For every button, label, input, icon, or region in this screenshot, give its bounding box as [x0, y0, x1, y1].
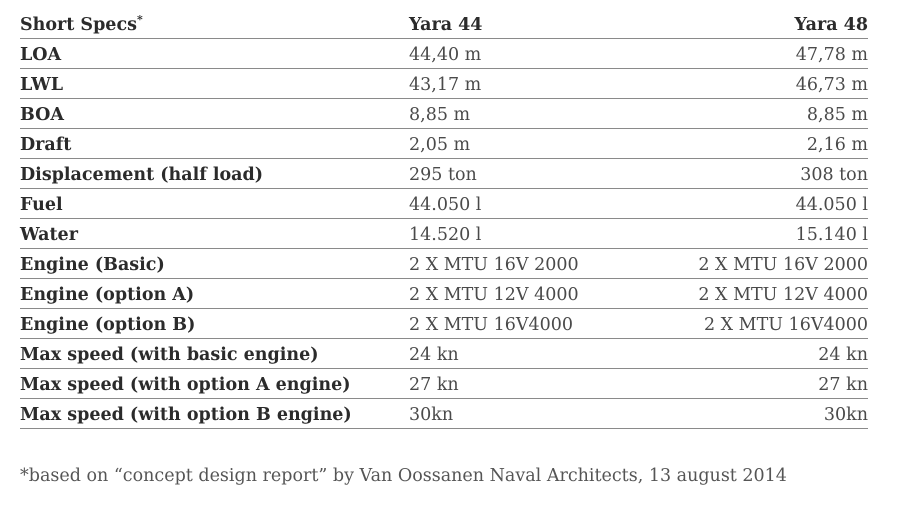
row-value-yara44: 24 kn	[409, 345, 459, 365]
row-label: Draft	[20, 135, 72, 155]
table-row	[20, 400, 868, 429]
row-label: Fuel	[20, 195, 63, 215]
row-value-yara48: 24 kn	[818, 345, 868, 365]
row-value-yara44: 8,85 m	[409, 105, 471, 125]
row-label: Displacement (half load)	[20, 165, 264, 185]
row-label: Water	[20, 225, 78, 245]
row-value-yara48: 8,85 m	[806, 105, 868, 125]
table-row	[20, 370, 868, 399]
table-row	[20, 190, 868, 219]
row-value-yara44: 27 kn	[409, 375, 459, 395]
table-row	[20, 280, 868, 309]
header-label-text: Short Specs	[20, 15, 137, 35]
row-value-yara44: 2,05 m	[409, 135, 471, 155]
row-label: Max speed (with basic engine)	[20, 345, 319, 365]
row-value-yara44: 43,17 m	[409, 75, 482, 95]
table-row	[20, 100, 868, 129]
row-value-yara48: 30kn	[823, 405, 868, 425]
table-row	[20, 250, 868, 279]
table-row	[20, 40, 868, 69]
row-value-yara48: 2 X MTU 16V 2000	[698, 255, 868, 275]
row-value-yara48: 2 X MTU 12V 4000	[698, 285, 868, 305]
row-value-yara44: 14.520 l	[409, 225, 482, 245]
row-value-yara44: 44.050 l	[409, 195, 482, 215]
row-value-yara44: 2 X MTU 12V 4000	[409, 285, 579, 305]
table-row	[20, 220, 868, 249]
row-value-yara48: 27 kn	[818, 375, 868, 395]
table-row	[20, 70, 868, 99]
table-row	[20, 340, 868, 369]
row-value-yara44: 2 X MTU 16V4000	[409, 315, 574, 335]
table-header-row	[20, 10, 868, 39]
footnote: *based on “concept design report” by Van Oossanen Naval Architects, 13 august 2014	[20, 466, 787, 486]
row-value-yara48: 47,78 m	[795, 45, 868, 65]
table-row	[20, 130, 868, 159]
row-label: Engine (option B)	[20, 315, 196, 335]
header-label	[20, 15, 409, 38]
row-value-yara44: 30kn	[409, 405, 454, 425]
row-value-yara48: 2 X MTU 16V4000	[703, 315, 868, 335]
row-label: LOA	[20, 45, 62, 65]
row-value-yara48: 46,73 m	[795, 75, 868, 95]
specs-table	[20, 10, 868, 430]
header-col2: Yara 48	[794, 15, 868, 35]
row-value-yara48: 15.140 l	[795, 225, 868, 245]
header-col1: Yara 44	[409, 15, 483, 35]
row-label: BOA	[20, 105, 64, 125]
row-value-yara44: 44,40 m	[409, 45, 482, 65]
row-value-yara44: 295 ton	[409, 165, 477, 185]
row-label: LWL	[20, 75, 64, 95]
table-row	[20, 310, 868, 339]
row-value-yara48: 2,16 m	[806, 135, 868, 155]
table-body	[20, 40, 868, 429]
row-label: Max speed (with option A engine)	[20, 375, 351, 395]
row-label: Engine (option A)	[20, 285, 195, 305]
row-value-yara44: 2 X MTU 16V 2000	[409, 255, 579, 275]
row-label: Max speed (with option B engine)	[20, 405, 352, 425]
row-value-yara48: 44.050 l	[795, 195, 868, 215]
header-label-mark: *	[136, 13, 143, 27]
row-value-yara48: 308 ton	[800, 165, 868, 185]
table-row	[20, 160, 868, 189]
row-label: Engine (Basic)	[20, 255, 165, 275]
